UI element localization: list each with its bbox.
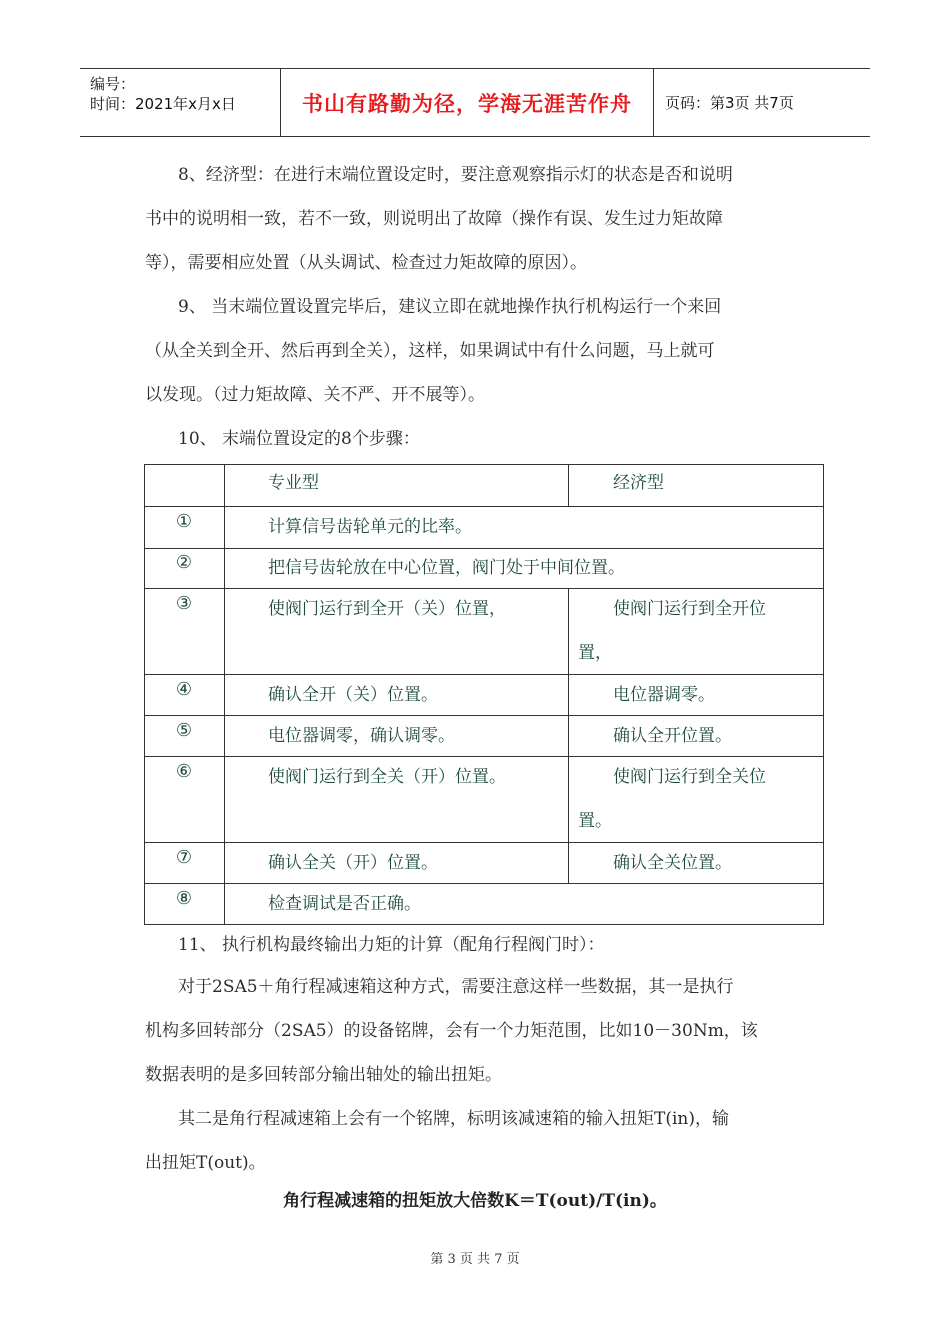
step-number-8: ⑧ bbox=[175, 888, 193, 909]
steps-table bbox=[144, 464, 824, 925]
header-motto-cell bbox=[280, 69, 654, 136]
step-number-7: ⑦ bbox=[175, 847, 193, 868]
step-4-economy: 电位器调零。 bbox=[613, 685, 715, 705]
step-number-4: ④ bbox=[175, 679, 193, 700]
paragraph-13-line-2: 出扭矩T(out)。 bbox=[145, 1153, 266, 1173]
paragraph-12-line-2: 机构多回转部分（2SA5）的设备铭牌，会有一个力矩范围，比如10－30Nm，该 bbox=[145, 1021, 758, 1041]
paragraph-12-line-3: 数据表明的是多回转部分输出轴处的输出扭矩。 bbox=[145, 1065, 502, 1085]
step-6-economy-line-2: 置。 bbox=[578, 811, 612, 831]
step-1-text: 计算信号齿轮单元的比率。 bbox=[268, 517, 472, 537]
step-4-professional: 确认全开（关）位置。 bbox=[268, 685, 438, 705]
step-5-professional: 电位器调零，确认调零。 bbox=[268, 726, 455, 746]
paragraph-9-line-2: （从全关到全开、然后再到全关），这样，如果调试中有什么问题，马上就可 bbox=[145, 341, 715, 361]
step-7-professional: 确认全关（开）位置。 bbox=[268, 853, 438, 873]
paragraph-12-line-1: 对于2SA5＋角行程减速箱这种方式，需要注意这样一些数据，其一是执行 bbox=[178, 977, 734, 997]
step-5-economy: 确认全开位置。 bbox=[613, 726, 732, 746]
step-3-economy-line-2: 置， bbox=[578, 643, 612, 663]
step-7-economy: 确认全关位置。 bbox=[613, 853, 732, 873]
paragraph-8-line-2: 书中的说明相一致，若不一致，则说明出了故障（操作有误、发生过力矩故障 bbox=[145, 209, 723, 229]
column-header-economy: 经济型 bbox=[613, 473, 664, 493]
page-header bbox=[80, 68, 870, 137]
column-header-professional: 专业型 bbox=[268, 473, 319, 493]
step-number-5: ⑤ bbox=[175, 720, 193, 741]
step-6-professional: 使阀门运行到全关（开）位置。 bbox=[268, 767, 506, 787]
step-number-6: ⑥ bbox=[175, 761, 193, 782]
step-number-2: ② bbox=[175, 552, 193, 573]
torque-formula: 角行程减速箱的扭矩放大倍数K＝T(out)/T(in)。 bbox=[283, 1191, 667, 1211]
step-3-professional: 使阀门运行到全开（关）位置， bbox=[268, 599, 506, 619]
paragraph-9-line-1: 9、 当末端位置设置完毕后，建议立即在就地操作执行机构运行一个来回 bbox=[178, 297, 722, 317]
page-number-label: 页码：第3页 共7页 bbox=[665, 94, 794, 112]
date-label: 时间：2021年x月x日 bbox=[90, 95, 236, 113]
step-6-economy-line-1: 使阀门运行到全关位 bbox=[613, 767, 766, 787]
page-footer: 第 3 页 共 7 页 bbox=[430, 1252, 520, 1267]
header-page-cell bbox=[653, 69, 870, 136]
step-number-3: ③ bbox=[175, 593, 193, 614]
step-8-text: 检查调试是否正确。 bbox=[268, 894, 421, 914]
paragraph-8-line-3: 等），需要相应处置（从头调试、检查过力矩故障的原因）。 bbox=[145, 253, 587, 273]
paragraph-10: 10、 末端位置设定的8个步骤： bbox=[178, 429, 420, 449]
step-number-1: ① bbox=[175, 511, 193, 532]
serial-number-label: 编号： bbox=[90, 75, 136, 93]
step-3-economy-line-1: 使阀门运行到全开位 bbox=[613, 599, 766, 619]
motto-text: 书山有路勤为径，学海无涯苦作舟 bbox=[302, 90, 632, 116]
paragraph-8-line-1: 8、经济型：在进行末端位置设定时，要注意观察指示灯的状态是否和说明 bbox=[178, 165, 733, 185]
paragraph-9-line-3: 以发现。（过力矩故障、关不严、开不展等）。 bbox=[145, 385, 485, 405]
paragraph-13-line-1: 其二是角行程减速箱上会有一个铭牌，标明该减速箱的输入扭矩T(in)，输 bbox=[178, 1109, 729, 1129]
step-2-text: 把信号齿轮放在中心位置，阀门处于中间位置。 bbox=[268, 558, 625, 578]
header-left-cell bbox=[80, 69, 280, 136]
paragraph-11: 11、 执行机构最终输出力矩的计算（配角行程阀门时）： bbox=[178, 935, 605, 955]
